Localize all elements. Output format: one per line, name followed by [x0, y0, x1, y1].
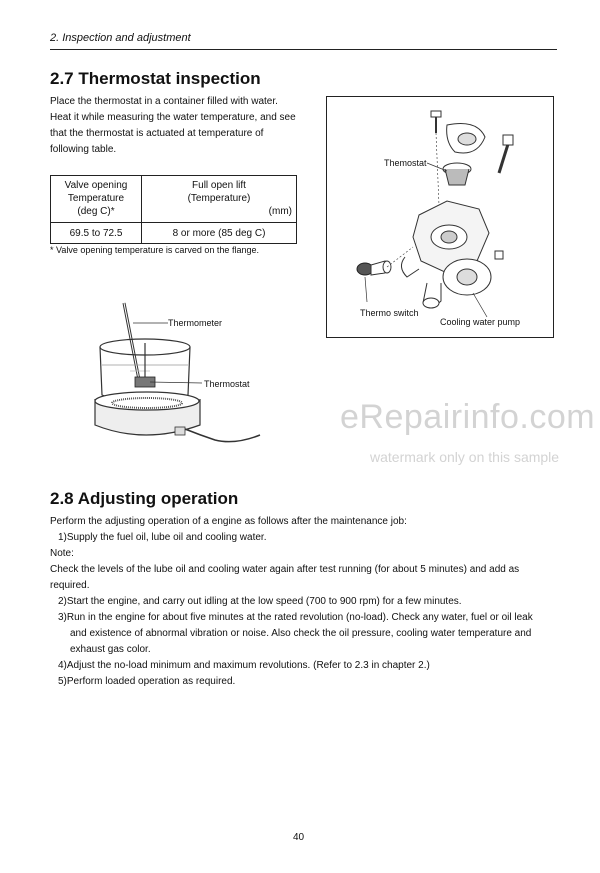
header-rule	[50, 49, 557, 50]
adjusting-line: Perform the adjusting operation of a engine as follows after the maintenance job:	[50, 516, 407, 527]
adjusting-line: Check the levels of the lube oil and cooling water again after test running (for about 5 minutes) and add as	[50, 564, 520, 575]
thermometer-label: Thermometer	[168, 318, 223, 328]
watermark-note: watermark only on this sample	[370, 449, 560, 465]
page-number: 40	[293, 832, 305, 843]
adjusting-line: exhaust gas color.	[70, 644, 151, 655]
adjusting-line: required.	[50, 580, 90, 591]
table-cell: 8 or more (85 deg C)	[142, 223, 297, 244]
thermostat-label: Thermostat	[204, 379, 250, 389]
section-title-adjusting: 2.8 Adjusting operation	[50, 489, 239, 508]
adjusting-line: 4)Adjust the no-load minimum and maximum revolutions. (Refer to 2.3 in chapter 2.)	[58, 660, 430, 671]
adjusting-line: 3)Run in the engine for about five minutes at the rated revolution (no-load). Check any water, fuel or oil leak	[58, 612, 533, 623]
thermostat-spec-table	[50, 175, 297, 244]
intro-line: Place the thermostat in a container filled with water.	[50, 96, 278, 107]
section-title-thermostat: 2.7 Thermostat inspection	[50, 69, 261, 88]
chapter-header: 2. Inspection and adjustment	[50, 32, 191, 44]
table-row	[51, 223, 297, 244]
table-footnote: * Valve opening temperature is carved on the flange.	[50, 245, 259, 255]
intro-line: Heat it while measuring the water temperature, and see	[50, 112, 296, 123]
table-header-cell: Full open lift (Temperature) (mm)	[142, 176, 297, 223]
adjusting-line: 5)Perform loaded operation as required.	[58, 676, 236, 687]
table-header-row	[51, 176, 297, 223]
watermark-brand: eRepairinfo.com	[340, 398, 596, 436]
adjusting-line: 2)Start the engine, and carry out idling at the low speed (700 to 900 rpm) for a few minutes.	[58, 596, 462, 607]
pump-assembly-figure	[327, 97, 553, 337]
pump-diagram-frame	[326, 96, 554, 338]
table-cell: 69.5 to 72.5	[51, 223, 142, 244]
thermostat-intro	[50, 94, 311, 158]
adjusting-line: and existence of abnormal vibration or noise. Also check the oil pressure, cooling water temperature and	[70, 628, 532, 639]
cooling-pump-label: Cooling water pump	[440, 317, 521, 327]
pump-thermostat-label: Themostat	[384, 158, 427, 168]
thermo-switch-label: Thermo switch	[360, 308, 419, 318]
intro-line: following table.	[50, 144, 117, 155]
adjusting-line: 1)Supply the fuel oil, lube oil and cooling water.	[58, 532, 267, 543]
adjusting-line: Note:	[50, 548, 74, 559]
table-header-cell: Valve opening Temperature (deg C)*	[51, 176, 142, 223]
intro-line: that the thermostat is actuated at temperature of	[50, 128, 264, 139]
